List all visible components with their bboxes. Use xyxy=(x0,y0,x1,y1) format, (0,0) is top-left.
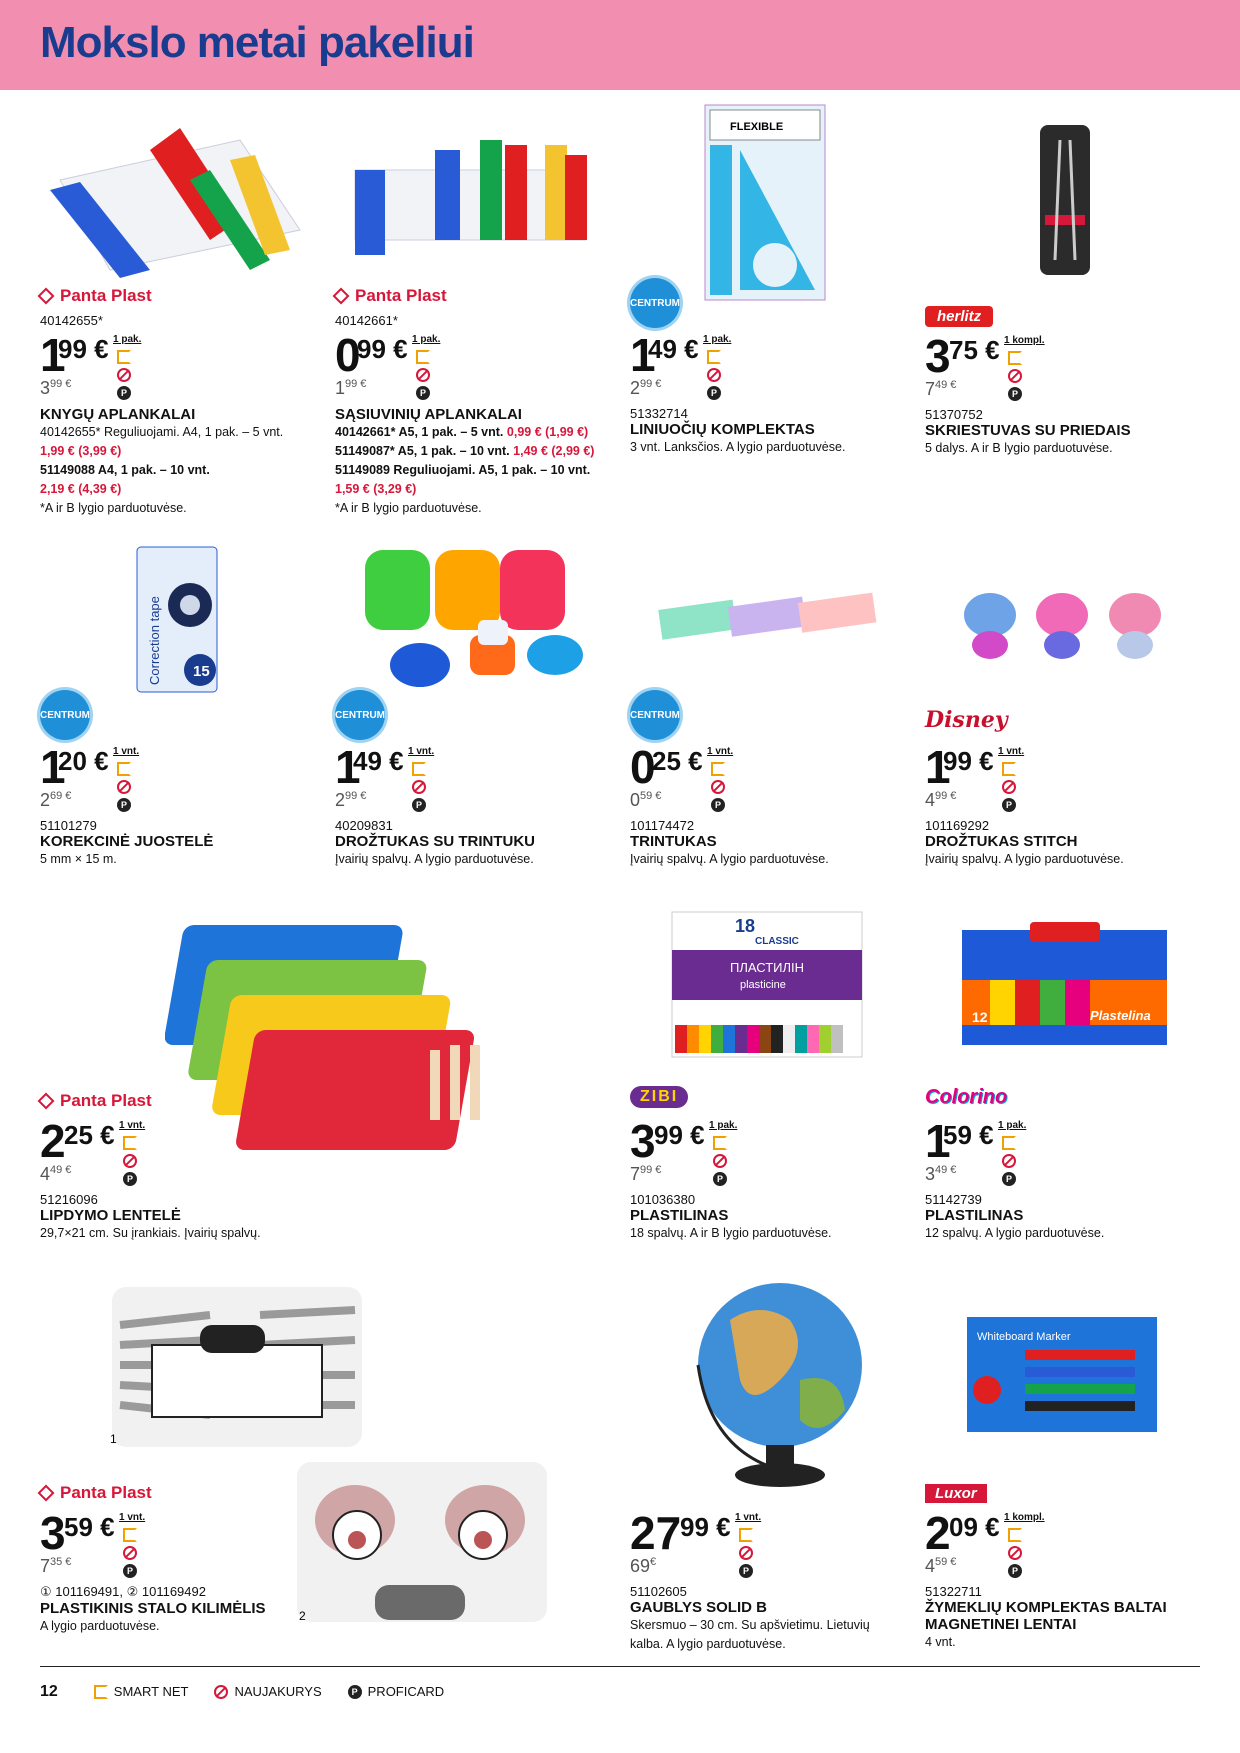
smart-net-icon xyxy=(117,762,131,776)
product-title: DROŽTUKAS SU TRINTUKU xyxy=(335,833,535,850)
naujakurys-icon xyxy=(1008,369,1022,383)
price-cents: 99 € xyxy=(654,1120,705,1150)
product-desc: Įvairių spalvų. A lygio parduotuvėse. xyxy=(925,852,1124,866)
price-cents: 20 € xyxy=(58,746,109,776)
product-title: PLASTILINAS xyxy=(925,1207,1024,1224)
page-number: 12 xyxy=(40,1682,58,1700)
page-footer xyxy=(40,1666,1200,1716)
product-sku: 51216096 xyxy=(40,1192,98,1207)
smart-net-icon xyxy=(707,350,721,364)
product-card xyxy=(335,690,615,869)
price-cents: 99 € xyxy=(680,1512,731,1542)
correction-tape-image xyxy=(135,545,220,695)
naujakurys-icon xyxy=(117,368,131,382)
price-unit: 1 vnt. xyxy=(119,1512,146,1523)
product-card xyxy=(40,1088,320,1243)
product-sku: ① 101169491, ② 101169492 xyxy=(40,1584,206,1599)
price-unit: 1 vnt. xyxy=(707,746,734,757)
price-unit: 1 vnt. xyxy=(113,746,140,757)
product-sku: 40142661* xyxy=(335,313,398,328)
price-integer: 1 xyxy=(40,741,66,793)
product-desc-note: *A ir B lygio parduotuvėse. xyxy=(335,501,482,515)
old-price: $7^{35 €}$ xyxy=(40,1556,72,1576)
product-title: KOREKCINĖ JUOSTELĖ xyxy=(40,833,214,850)
product-desc-note: *A ir B lygio parduotuvėse. xyxy=(40,501,187,515)
brand-logo: Panta Plast xyxy=(40,1480,280,1506)
price-unit: 1 vnt. xyxy=(735,1512,762,1523)
proficard-icon: P xyxy=(348,1685,362,1699)
price-box xyxy=(630,1115,910,1188)
product-sku: 51142739 xyxy=(925,1192,982,1207)
product-card xyxy=(40,1480,280,1636)
smart-net-icon xyxy=(1008,351,1022,365)
brand-logo: Panta Plast xyxy=(40,283,320,309)
plasticine-ua-label: ПЛАСТИЛІН xyxy=(730,960,805,975)
naujakurys-icon xyxy=(214,1685,228,1699)
brand-logo: Luxor xyxy=(925,1480,1195,1506)
proficard-icon: P xyxy=(123,1564,137,1578)
product-sku: 101036380 xyxy=(630,1192,696,1207)
smart-net-icon xyxy=(416,350,430,364)
price-unit: 1 pak. xyxy=(703,334,732,345)
proficard-icon: P xyxy=(1002,1172,1016,1186)
price-integer: 2 xyxy=(40,1115,66,1167)
product-title: SĄSIUVINIŲ APLANKALAI xyxy=(335,406,522,423)
panta-plast-icon xyxy=(38,1485,55,1502)
zebra-mat-image xyxy=(110,1285,365,1450)
price-integer: 0 xyxy=(335,329,361,381)
product-card xyxy=(925,1080,1205,1243)
proficard-icon: P xyxy=(711,798,725,812)
smart-net-icon xyxy=(94,1685,108,1699)
eraser-image xyxy=(655,590,880,650)
product-desc: Įvairių spalvų. A lygio parduotuvėse. xyxy=(630,852,829,866)
product-desc-line: 51149089 Reguliuojami. A5, 1 pak. – 10 vnt. xyxy=(335,463,591,477)
price-integer: 1 xyxy=(40,329,66,381)
product-card xyxy=(40,283,320,518)
smart-net-icon xyxy=(1002,762,1016,776)
proficard-icon: P xyxy=(1008,387,1022,401)
flexible-label: FLEXIBLE xyxy=(730,121,784,133)
naujakurys-icon xyxy=(1008,1546,1022,1560)
page-header xyxy=(0,0,1240,90)
old-price: $3^{99 €}$ xyxy=(40,378,72,398)
price-cents: 99 € xyxy=(357,334,408,364)
old-price: $1^{99 €}$ xyxy=(335,378,367,398)
old-price: $2^{99 €}$ xyxy=(335,790,367,810)
proficard-icon: P xyxy=(739,1564,753,1578)
price-box xyxy=(630,1507,910,1580)
price-box xyxy=(40,329,320,402)
price-box xyxy=(925,741,1205,814)
product-sku: 51101279 xyxy=(40,818,97,833)
smart-net-icon xyxy=(123,1136,137,1150)
old-price: $2^{69 €}$ xyxy=(40,790,72,810)
proficard-icon: P xyxy=(416,386,430,400)
price-unit: 1 vnt. xyxy=(998,746,1025,757)
brand-logo: CENTRUM xyxy=(630,690,910,740)
mat-number-2: 2 xyxy=(299,1609,306,1623)
naujakurys-icon xyxy=(707,368,721,382)
brand-logo: Panta Plast xyxy=(40,1088,320,1114)
proficard-icon: P xyxy=(713,1172,727,1186)
price-box xyxy=(335,329,625,402)
product-desc: A lygio parduotuvėse. xyxy=(40,1619,160,1633)
brand-logo: Colorino xyxy=(925,1085,1008,1108)
product-card xyxy=(925,1480,1195,1652)
compass-set-image xyxy=(1035,120,1095,280)
brand-logo: Panta Plast xyxy=(335,283,625,309)
classic-label: CLASSIC xyxy=(755,936,799,947)
product-card xyxy=(925,700,1205,869)
old-price: $7^{49 €}$ xyxy=(925,379,957,399)
smart-net-icon xyxy=(713,1136,727,1150)
panda-mat-image xyxy=(295,1460,550,1625)
proficard-icon: P xyxy=(1002,798,1016,812)
product-desc-line: 40142655* Reguliuojami. A4, 1 pak. – 5 vnt. xyxy=(40,425,284,439)
product-card xyxy=(630,1080,910,1243)
old-price: $2^{99 €}$ xyxy=(630,378,662,398)
sharpener-eraser-image xyxy=(360,545,590,695)
product-desc: 18 spalvų. A ir B lygio parduotuvėse. xyxy=(630,1226,832,1240)
product-desc-line: 40142661* A5, 1 pak. – 5 vnt. 0,99 € (1,99 €) xyxy=(335,425,589,439)
naujakurys-icon xyxy=(1002,780,1016,794)
price-cents: 59 € xyxy=(64,1512,115,1542)
naujakurys-icon xyxy=(711,780,725,794)
tape-number: 15 xyxy=(193,663,210,680)
product-card xyxy=(335,283,625,518)
smart-net-icon xyxy=(1002,1136,1016,1150)
proficard-icon: P xyxy=(117,386,131,400)
price-box xyxy=(40,1507,280,1580)
price-integer: 0 xyxy=(630,741,656,793)
brand-logo: ZIBI xyxy=(630,1080,910,1114)
product-title: DROŽTUKAS STITCH xyxy=(925,833,1078,850)
naujakurys-icon xyxy=(117,780,131,794)
product-card xyxy=(40,690,320,869)
globe-image xyxy=(670,1270,865,1500)
naujakurys-icon xyxy=(123,1546,137,1560)
old-price: $3^{49 €}$ xyxy=(925,1164,957,1184)
book-covers-image xyxy=(40,120,310,280)
price-integer: 27 xyxy=(630,1507,682,1559)
product-sku: 101169292 xyxy=(925,818,990,833)
legend-proficard: P PROFICARD xyxy=(348,1684,445,1699)
old-price: $7^{99 €}$ xyxy=(630,1164,662,1184)
legend-naujakurys: NAUJAKURYS xyxy=(214,1684,321,1699)
plastelina-label: Plastelina xyxy=(1090,1008,1151,1023)
price-unit: 1 pak. xyxy=(412,334,441,345)
brand-logo: CENTRUM xyxy=(335,690,615,740)
panta-plast-icon xyxy=(38,1093,55,1110)
price-cents: 25 € xyxy=(652,746,703,776)
smart-net-icon xyxy=(1008,1528,1022,1542)
price-integer: 1 xyxy=(335,741,361,793)
old-price: $4^{99 €}$ xyxy=(925,790,957,810)
product-desc-price: 1,59 € (3,29 €) xyxy=(335,482,417,496)
proficard-icon: P xyxy=(117,798,131,812)
price-cents: 75 € xyxy=(949,335,1000,365)
price-box xyxy=(630,741,910,814)
mat-number-1: 1 xyxy=(110,1432,117,1446)
price-cents: 25 € xyxy=(64,1120,115,1150)
page-title: Mokslo metai pakeliui xyxy=(40,18,474,67)
product-sku: 51322711 xyxy=(925,1584,982,1599)
panta-plast-icon xyxy=(333,288,350,305)
price-box xyxy=(40,741,320,814)
product-desc-price: 2,19 € (4,39 €) xyxy=(40,482,122,496)
naujakurys-icon xyxy=(412,780,426,794)
zibi-plasticine-image xyxy=(670,910,865,1060)
price-box xyxy=(630,329,910,402)
product-desc: 5 dalys. A ir B lygio parduotuvėse. xyxy=(925,441,1113,455)
price-cents: 49 € xyxy=(648,334,699,364)
proficard-icon: P xyxy=(123,1172,137,1186)
product-title: SKRIESTUVAS SU PRIEDAIS xyxy=(925,422,1131,439)
smart-net-icon xyxy=(117,350,131,364)
smart-net-icon xyxy=(123,1528,137,1542)
product-sku: 51370752 xyxy=(925,407,983,422)
eighteen-label: 18 xyxy=(735,916,756,936)
price-unit: 1 kompl. xyxy=(1004,1512,1045,1523)
product-desc: 12 spalvų. A lygio parduotuvėse. xyxy=(925,1226,1105,1240)
price-cents: 49 € xyxy=(353,746,404,776)
product-desc-price: 1,99 € (3,99 €) xyxy=(40,444,122,458)
product-desc: Įvairių spalvų. A lygio parduotuvėse. xyxy=(335,852,534,866)
product-desc: Skersmuo – 30 cm. Su apšvietimu. Lietuvių kalba. A lygio parduotuvėse. xyxy=(630,1618,870,1651)
product-desc-line: 51149087* A5, 1 pak. – 10 vnt. 1,49 € (2,99 €) xyxy=(335,444,595,458)
whiteboard-marker-label: Whiteboard Marker xyxy=(977,1331,1071,1343)
brand-logo: CENTRUM xyxy=(40,690,320,740)
ruler-set-image xyxy=(700,100,830,305)
proficard-icon: P xyxy=(412,798,426,812)
legend-smart-net: SMART NET xyxy=(94,1684,189,1699)
old-price: 69€ xyxy=(630,1556,657,1576)
product-desc: 29,7×21 cm. Su įrankiais. Įvairių spalvų. xyxy=(40,1226,261,1240)
product-sku: 40209831 xyxy=(335,818,393,833)
price-integer: 3 xyxy=(925,330,951,382)
product-sku: 101174472 xyxy=(630,818,695,833)
price-box xyxy=(925,1507,1195,1580)
price-unit: 1 pak. xyxy=(113,334,142,345)
colorino-plasticine-image xyxy=(960,920,1170,1050)
price-cents: 59 € xyxy=(943,1120,994,1150)
brand-logo: CENTRUM xyxy=(630,278,910,328)
product-title: PLASTIKINIS STALO KILIMĖLIS xyxy=(40,1600,266,1617)
price-unit: 1 vnt. xyxy=(119,1120,146,1131)
product-sku: 51332714 xyxy=(630,406,688,421)
stitch-sharpener-image xyxy=(955,580,1170,660)
price-integer: 1 xyxy=(925,1115,951,1167)
smart-net-icon xyxy=(739,1528,753,1542)
product-title: ŽYMEKLIŲ KOMPLEKTAS BALTAI MAGNETINEI LENTAI xyxy=(925,1599,1167,1633)
whiteboard-marker-image xyxy=(965,1315,1160,1435)
price-unit: 1 pak. xyxy=(709,1120,738,1131)
price-unit: 1 pak. xyxy=(998,1120,1027,1131)
proficard-icon: P xyxy=(1008,1564,1022,1578)
naujakurys-icon xyxy=(123,1154,137,1168)
price-integer: 3 xyxy=(630,1115,656,1167)
brand-logo: Disney xyxy=(925,707,1008,733)
product-card xyxy=(630,690,910,869)
twelve-label: 12 xyxy=(972,1009,988,1025)
price-unit: 1 vnt. xyxy=(408,746,435,757)
product-title: PLASTILINAS xyxy=(630,1207,729,1224)
product-desc-line: 51149088 A4, 1 pak. – 10 vnt. xyxy=(40,463,210,477)
product-sku: 40142655* xyxy=(40,313,103,328)
product-desc: 3 vnt. Lanksčios. A lygio parduotuvėse. xyxy=(630,440,846,454)
product-desc: 5 mm × 15 m. xyxy=(40,852,117,866)
product-title: LINIUOČIŲ KOMPLEKTAS xyxy=(630,421,815,438)
product-card xyxy=(630,1506,910,1654)
price-cents: 99 € xyxy=(943,746,994,776)
product-title: TRINTUKAS xyxy=(630,833,717,850)
panta-plast-icon xyxy=(38,288,55,305)
product-desc: 4 vnt. xyxy=(925,1635,956,1649)
product-card xyxy=(630,278,910,457)
naujakurys-icon xyxy=(713,1154,727,1168)
price-box xyxy=(335,741,615,814)
plasticine-label: plasticine xyxy=(740,979,786,991)
notebook-covers-image xyxy=(335,130,605,260)
price-cents: 99 € xyxy=(58,334,109,364)
old-price: $4^{49 €}$ xyxy=(40,1164,72,1184)
old-price: $0^{59 €}$ xyxy=(630,790,662,810)
brand-logo: herlitz xyxy=(925,303,1205,329)
naujakurys-icon xyxy=(416,368,430,382)
price-integer: 1 xyxy=(630,329,656,381)
price-box xyxy=(925,330,1205,403)
correction-tape-label: Correction tape xyxy=(147,596,162,685)
product-title: KNYGŲ APLANKALAI xyxy=(40,406,196,423)
product-title: LIPDYMO LENTELĖ xyxy=(40,1207,181,1224)
price-box xyxy=(925,1115,1205,1188)
price-integer: 1 xyxy=(925,741,951,793)
price-integer: 3 xyxy=(40,1507,66,1559)
smart-net-icon xyxy=(412,762,426,776)
product-title: GAUBLYS SOLID B xyxy=(630,1599,767,1616)
naujakurys-icon xyxy=(739,1546,753,1560)
price-cents: 09 € xyxy=(949,1512,1000,1542)
product-card xyxy=(925,303,1205,458)
proficard-icon: P xyxy=(707,386,721,400)
old-price: $4^{59 €}$ xyxy=(925,1556,957,1576)
naujakurys-icon xyxy=(1002,1154,1016,1168)
product-sku: 51102605 xyxy=(630,1584,687,1599)
price-integer: 2 xyxy=(925,1507,951,1559)
price-unit: 1 kompl. xyxy=(1004,335,1045,346)
price-box xyxy=(40,1115,320,1188)
smart-net-icon xyxy=(711,762,725,776)
